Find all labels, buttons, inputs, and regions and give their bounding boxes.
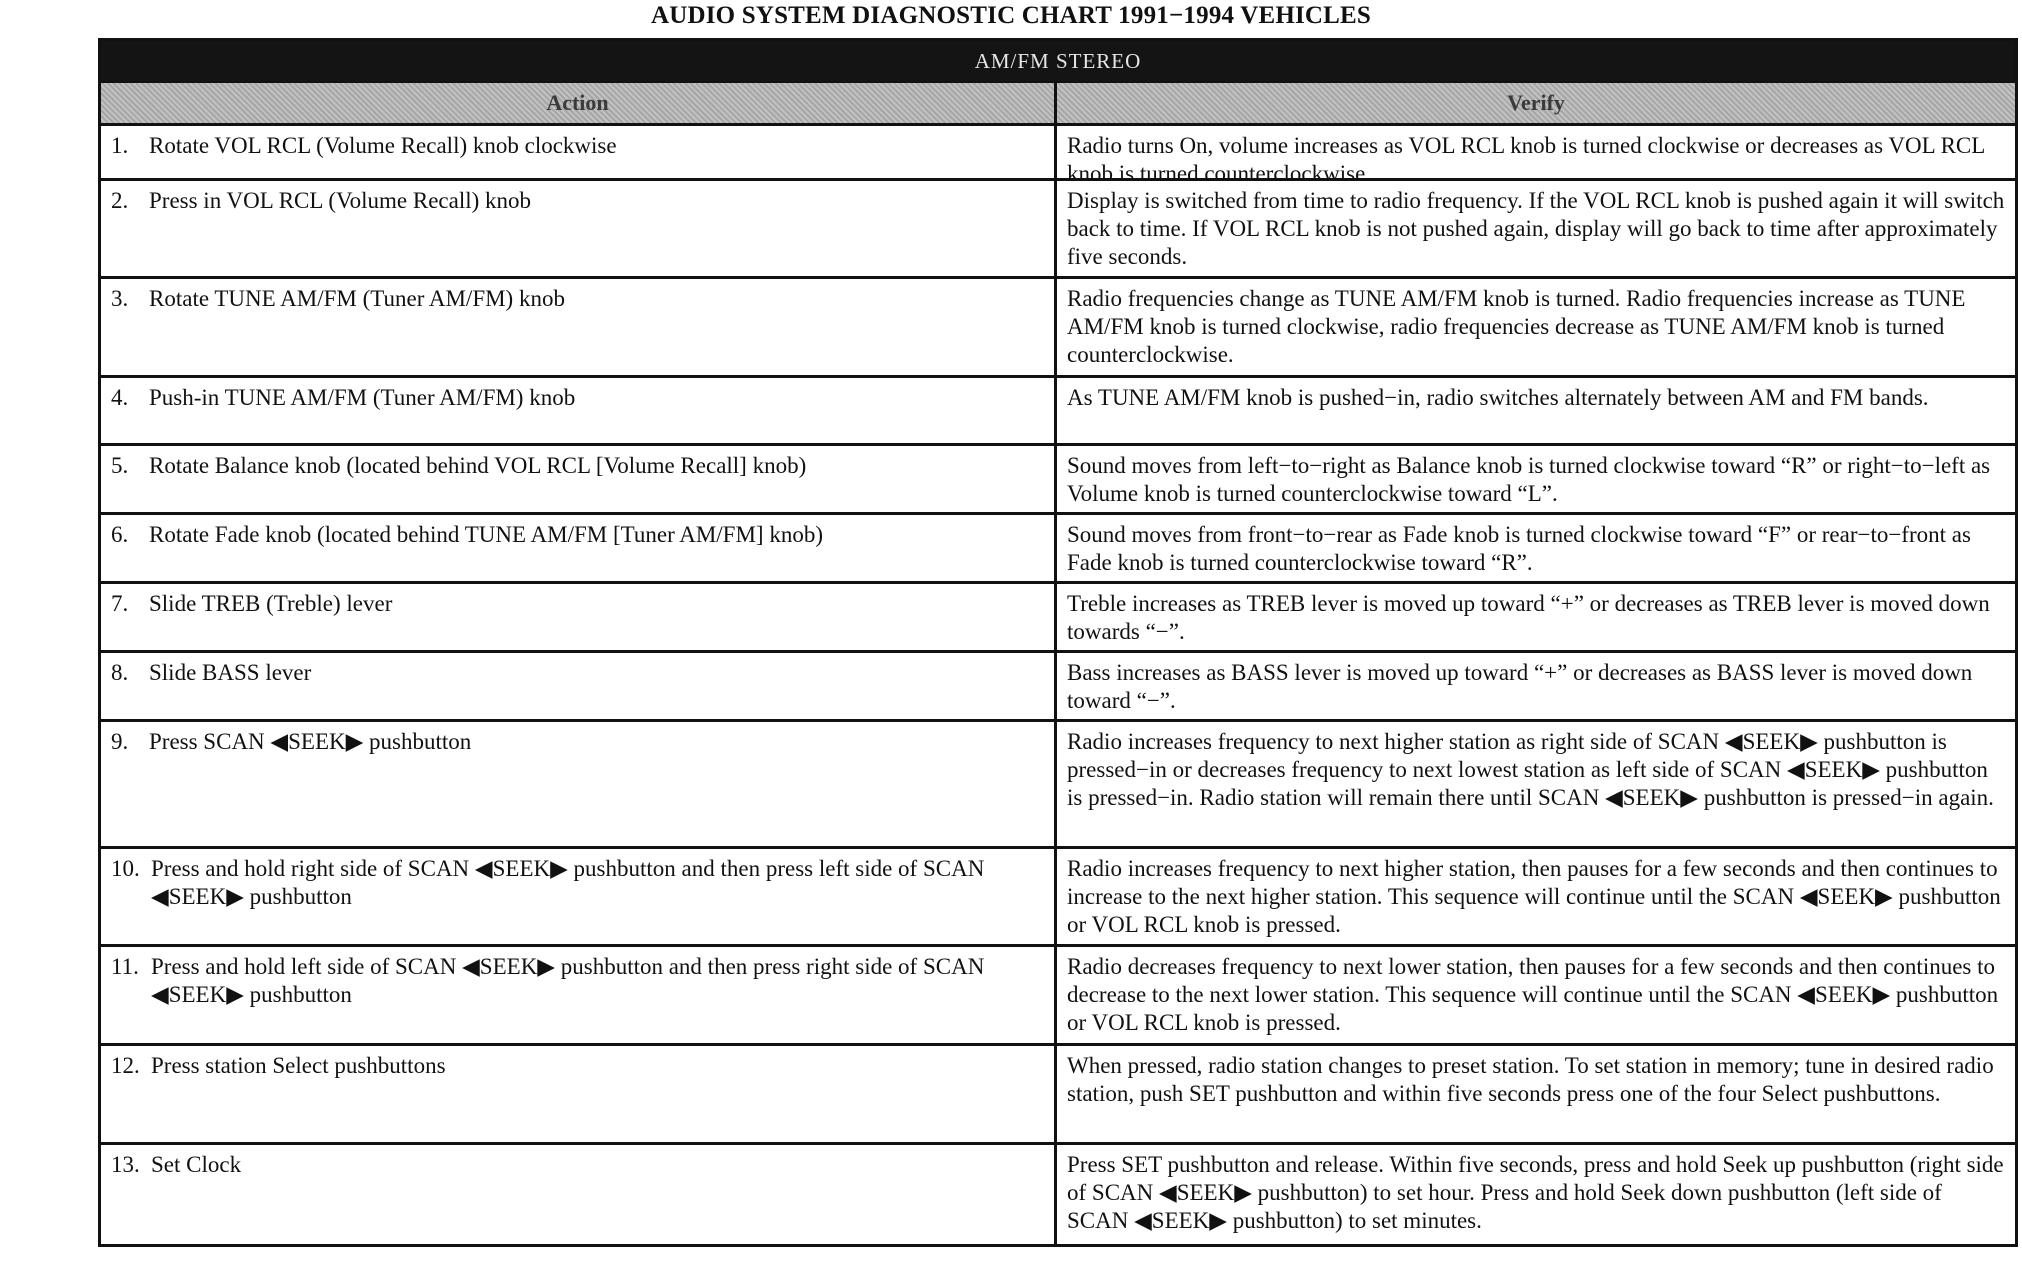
verify-cell: Display is switched from time to radio frequency. If the VOL RCL knob is pushed again it will switch back to time. If VOL RCL knob is not pushed again, display will go back to time after approximately five seconds. bbox=[1067, 188, 2005, 269]
table-row bbox=[101, 849, 2015, 947]
step-number: 8. bbox=[111, 660, 129, 685]
column-header-row bbox=[101, 83, 2015, 126]
step-number: 9. bbox=[111, 729, 129, 754]
verify-cell: Radio turns On, volume increases as VOL RCL knob is turned clockwise or decreases as VOL RCL knob is turned counterclockwise. bbox=[1067, 133, 1985, 186]
table-row bbox=[101, 181, 2015, 279]
step-number: 6. bbox=[111, 522, 129, 547]
action-text: Slide TREB (Treble) lever bbox=[149, 591, 393, 616]
action-cell bbox=[101, 515, 1057, 581]
table-row bbox=[101, 378, 2015, 446]
action-cell bbox=[101, 1145, 1057, 1244]
verify-cell: Press SET pushbutton and release. Within five seconds, press and hold Seek up pushbutton (right side of SCAN ◀SEEK▶ pushbutton) to set hour. Press and hold Seek down pushbutton (left side of SCAN ◀SEEK▶ pushbutton) to set minutes. bbox=[1067, 1152, 2004, 1233]
action-text: Rotate Fade knob (located behind TUNE AM/FM [Tuner AM/FM] knob) bbox=[149, 522, 823, 547]
step-number: 5. bbox=[111, 453, 129, 478]
step-number: 10. bbox=[111, 856, 140, 881]
action-text: Set Clock bbox=[151, 1152, 242, 1177]
action-cell bbox=[101, 126, 1057, 178]
action-cell bbox=[101, 378, 1057, 443]
table-row bbox=[101, 584, 2015, 653]
verify-cell: Treble increases as TREB lever is moved up toward “+” or decreases as TREB lever is moved down towards “−”. bbox=[1067, 591, 1990, 644]
step-number: 12. bbox=[111, 1053, 140, 1078]
diagnostic-chart bbox=[98, 38, 2018, 1247]
verify-cell: When pressed, radio station changes to preset station. To set station in memory; tune in desired radio station, push SET pushbutton and within five seconds press one of the four Select pushbuttons. bbox=[1067, 1053, 1994, 1106]
verify-column-header: Verify bbox=[1507, 90, 1565, 115]
action-cell bbox=[101, 849, 1057, 944]
step-number: 2. bbox=[111, 188, 129, 213]
action-text: Press in VOL RCL (Volume Recall) knob bbox=[149, 188, 532, 213]
action-cell bbox=[101, 1046, 1057, 1142]
table-row bbox=[101, 515, 2015, 584]
step-number: 13. bbox=[111, 1152, 140, 1177]
table-row bbox=[101, 722, 2015, 849]
action-cell bbox=[101, 279, 1057, 375]
action-text: Slide BASS lever bbox=[149, 660, 312, 685]
step-number: 3. bbox=[111, 286, 129, 311]
step-number: 7. bbox=[111, 591, 129, 616]
verify-cell: Sound moves from left−to−right as Balance knob is turned clockwise toward “R” or right−to−left as Volume knob is turned counterclockwise toward “L”. bbox=[1067, 453, 1991, 506]
table-row bbox=[101, 947, 2015, 1046]
action-text: Press and hold left side of SCAN ◀SEEK▶ pushbutton and then press right side of SCAN ◀SEEK▶ pushbutton bbox=[151, 954, 985, 1007]
verify-cell: Radio frequencies change as TUNE AM/FM knob is turned. Radio frequencies increase as TUNE AM/FM knob is turned clockwise, radio frequencies decrease as TUNE AM/FM knob is turned counterclockwise. bbox=[1067, 286, 1966, 367]
verify-cell: Radio decreases frequency to next lower station, then pauses for a few seconds and then continues to decrease to the next lower station. This sequence will continue until the SCAN ◀SEEK▶ pushbutton or VOL RCL knob is pressed. bbox=[1067, 954, 1999, 1035]
verify-cell: As TUNE AM/FM knob is pushed−in, radio switches alternately between AM and FM bands. bbox=[1067, 385, 1929, 410]
action-text: Press SCAN ◀SEEK▶ pushbutton bbox=[149, 729, 472, 754]
action-cell bbox=[101, 947, 1057, 1043]
verify-cell: Radio increases frequency to next higher station, then pauses for a few seconds and then continues to increase to the next higher station. This sequence will continue until the SCAN ◀SEEK▶ pushbutton or VOL RCL knob is pressed. bbox=[1067, 856, 2001, 937]
action-text: Push-in TUNE AM/FM (Tuner AM/FM) knob bbox=[149, 385, 576, 410]
table-row bbox=[101, 1046, 2015, 1145]
action-text: Press and hold right side of SCAN ◀SEEK▶ pushbutton and then press left side of SCAN ◀SEEK▶ pushbutton bbox=[151, 856, 985, 909]
table-row bbox=[101, 446, 2015, 515]
section-header: AM/FM STEREO bbox=[101, 41, 2015, 83]
table-row bbox=[101, 1145, 2015, 1244]
page-title: AUDIO SYSTEM DIAGNOSTIC CHART 1991−1994 VEHICLES bbox=[650, 2, 1372, 29]
step-number: 11. bbox=[111, 954, 139, 979]
verify-cell: Sound moves from front−to−rear as Fade knob is turned clockwise toward “F” or rear−to−front as Fade knob is turned counterclockwise toward “R”. bbox=[1067, 522, 1971, 575]
action-text: Rotate VOL RCL (Volume Recall) knob clockwise bbox=[149, 133, 617, 158]
action-column-header: Action bbox=[101, 83, 1057, 123]
action-cell bbox=[101, 722, 1057, 846]
action-text: Press station Select pushbuttons bbox=[151, 1053, 446, 1078]
table-row bbox=[101, 653, 2015, 722]
verify-cell: Bass increases as BASS lever is moved up toward “+” or decreases as BASS lever is moved down toward “−”. bbox=[1067, 660, 1973, 713]
action-text: Rotate TUNE AM/FM (Tuner AM/FM) knob bbox=[149, 286, 565, 311]
action-cell bbox=[101, 653, 1057, 719]
table-row bbox=[101, 279, 2015, 378]
action-cell bbox=[101, 446, 1057, 512]
step-number: 1. bbox=[111, 133, 129, 158]
table-row bbox=[101, 126, 2015, 186]
action-cell bbox=[101, 584, 1057, 650]
action-cell bbox=[101, 181, 1057, 276]
step-number: 4. bbox=[111, 385, 129, 410]
action-text: Rotate Balance knob (located behind VOL RCL [Volume Recall] knob) bbox=[149, 453, 807, 478]
verify-cell: Radio increases frequency to next higher station as right side of SCAN ◀SEEK▶ pushbutton is pressed−in or decreases frequency to next lowest station as left side of SCAN ◀SEEK▶ pushbutton is pressed−in. Radio station will remain there until SCAN ◀SEEK▶ pushbutton is pressed−in again. bbox=[1067, 729, 1994, 810]
